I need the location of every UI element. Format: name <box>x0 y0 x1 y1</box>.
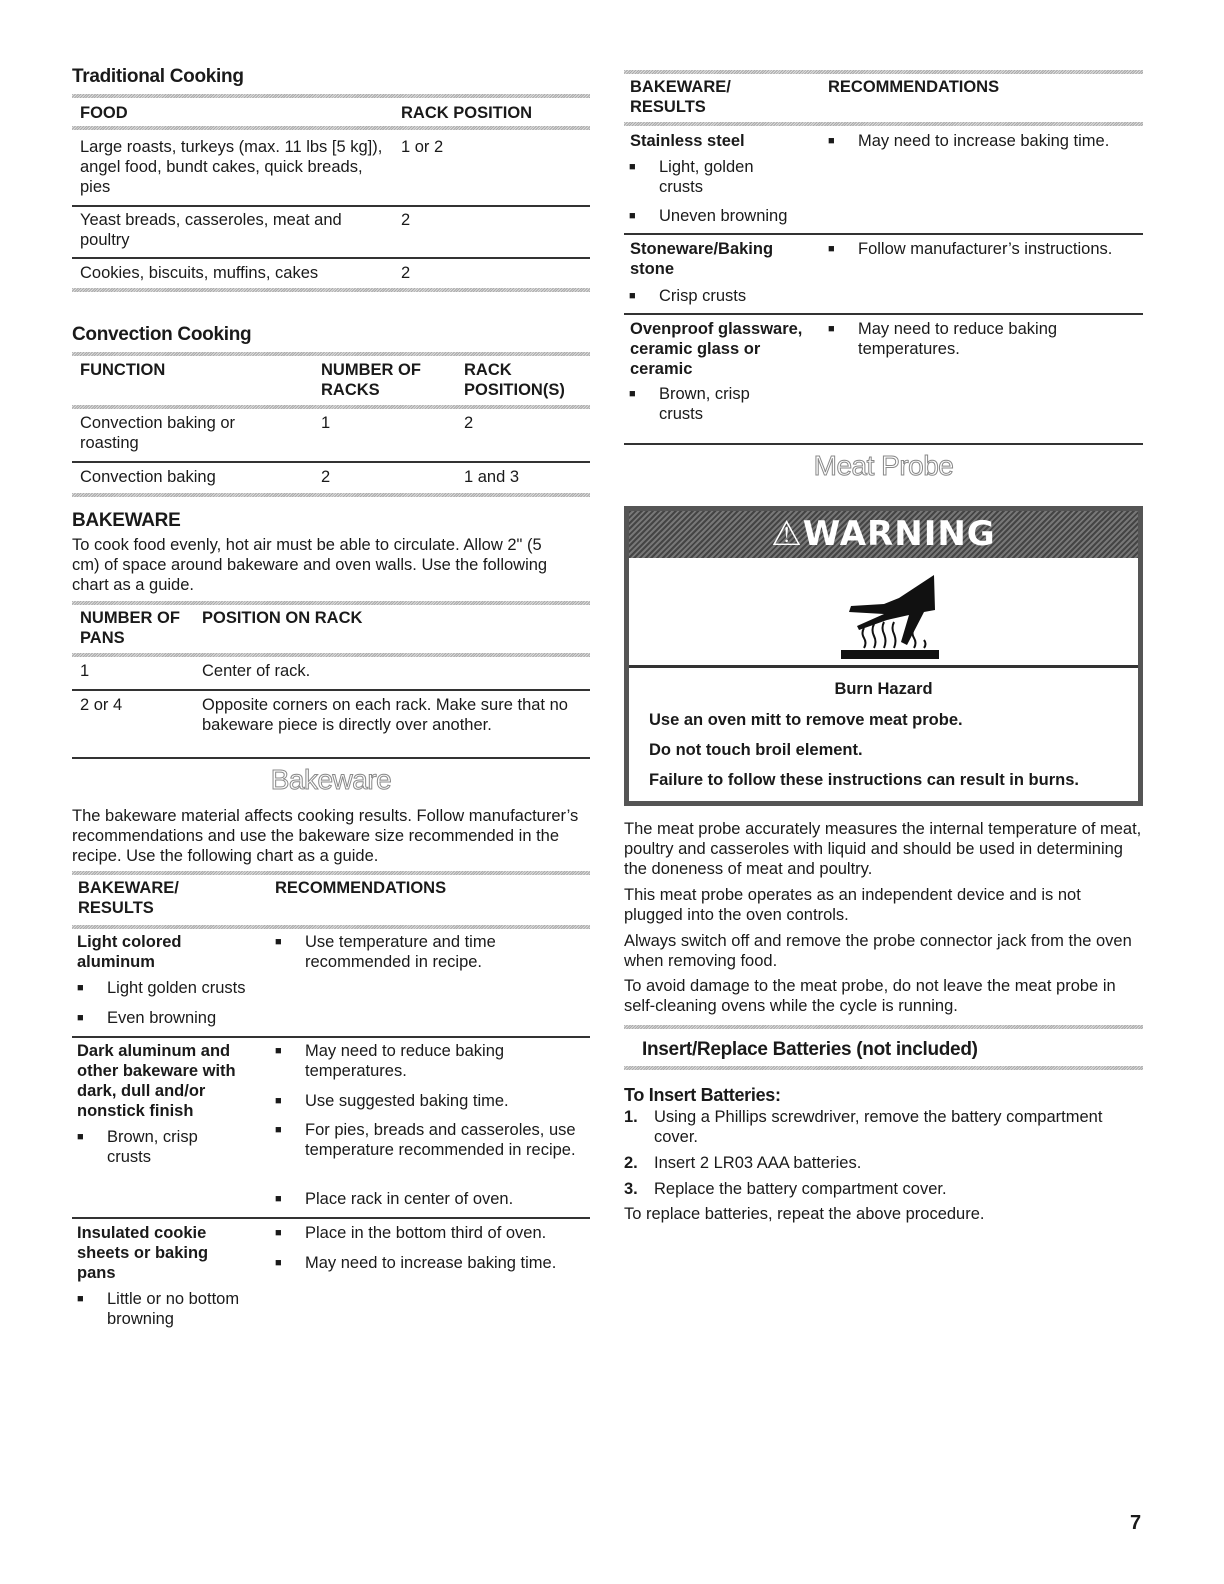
divider <box>72 461 590 463</box>
divider <box>72 352 590 356</box>
table-cell: Yeast breads, casseroles, meat and poultry <box>80 211 342 249</box>
recommendation-item: ■ Place in the bottom third of oven. <box>275 1223 546 1243</box>
col-header: BAKEWARE/ RESULTS <box>78 879 179 917</box>
col-header: FOOD <box>80 104 128 122</box>
warning-label: WARNING <box>802 514 996 554</box>
result-item: ■ Crisp crusts <box>629 286 746 306</box>
warning-header <box>629 511 1138 558</box>
divider <box>624 313 1143 315</box>
bakeware-type: Insulated cookie sheets or baking pans <box>77 1224 209 1282</box>
table-cell: Center of rack. <box>202 662 311 680</box>
divider <box>72 126 590 130</box>
divider <box>624 443 1143 445</box>
bakeware-type: Dark aluminum and other bakeware with dark, dull and/or nonstick finish <box>77 1042 236 1120</box>
table-cell: Convection baking <box>80 468 216 486</box>
divider <box>624 1025 1143 1029</box>
burn-hazard-symbol <box>629 558 1138 668</box>
table-cell: 2 <box>321 468 331 486</box>
page-number: 7 <box>1130 1512 1142 1534</box>
recommendation-item: ■ Place rack in center of oven. <box>275 1189 513 1209</box>
recommendation-item: ■ May need to increase baking time. <box>828 131 1109 151</box>
traditional-cooking-title: Traditional Cooking <box>72 66 244 87</box>
hazard-title: Burn Hazard <box>834 680 933 698</box>
recommendation-item: ■ May need to reduce baking temperatures. <box>275 1041 535 1081</box>
hot-surface-hand-icon <box>829 570 949 660</box>
convection-cooking-title: Convection Cooking <box>72 324 252 345</box>
paragraph: To replace batteries, repeat the above procedure. <box>624 1205 985 1223</box>
batteries-title: Insert/Replace Batteries (not included) <box>642 1039 978 1060</box>
paragraph: Always switch off and remove the probe connector jack from the oven when removing food. <box>624 932 1132 970</box>
paragraph: To cook food evenly, hot air must be able to circulate. Allow 2" (5 cm) of space around bakeware and oven walls. Use the following chart as a guide. <box>72 536 548 594</box>
table-cell: 1 and 3 <box>464 468 520 486</box>
result-item: ■ Uneven browning <box>629 206 787 226</box>
step-number: 3. <box>624 1180 638 1198</box>
divider <box>624 122 1143 126</box>
table-cell: Opposite corners on each rack. Make sure that no bakeware piece is directly over another. <box>202 696 568 734</box>
col-header: RECOMMENDATIONS <box>828 78 1000 96</box>
divider <box>72 757 590 759</box>
step-text: Insert 2 LR03 AAA batteries. <box>654 1154 862 1172</box>
result-item: ■ Little or no bottom browning <box>77 1289 277 1329</box>
table-cell: Convection baking or roasting <box>80 414 236 452</box>
recommendation-item: ■ May need to increase baking time. <box>275 1253 556 1273</box>
batteries-subtitle: To Insert Batteries: <box>624 1085 781 1105</box>
meat-probe-title: Meat Probe <box>813 450 954 481</box>
bakeware-type: Ovenproof glassware, ceramic glass or ceramic <box>630 320 803 378</box>
recommendation-item: ■ For pies, breads and casseroles, use temperature recommended in recipe. <box>275 1120 585 1160</box>
col-header: FUNCTION <box>80 361 166 379</box>
paragraph: The meat probe accurately measures the internal temperature of meat, poultry and casseroles with liquid and should be used in determining the doneness of meat and poultry. <box>624 820 1142 878</box>
warning-line: Use an oven mitt to remove meat probe. <box>649 711 963 729</box>
bakeware-type: Light colored aluminum <box>77 933 182 971</box>
table-cell: 2 <box>401 264 411 282</box>
table-cell: Cookies, biscuits, muffins, cakes <box>80 264 319 282</box>
divider <box>72 493 590 497</box>
col-header: RECOMMENDATIONS <box>275 879 447 897</box>
divider <box>72 601 590 605</box>
recommendation-item: ■ May need to reduce baking temperatures. <box>828 319 1088 359</box>
result-item: ■ Light, golden crusts <box>629 157 779 197</box>
table-cell: 2 or 4 <box>80 696 123 714</box>
divider <box>624 70 1143 74</box>
col-header: RACK POSITION <box>401 104 533 122</box>
step-text: Replace the battery compartment cover. <box>654 1180 947 1198</box>
divider <box>72 257 590 259</box>
divider <box>624 233 1143 235</box>
step-number: 1. <box>624 1108 638 1126</box>
col-header: NUMBER OF PANS <box>80 609 180 647</box>
step-number: 2. <box>624 1154 638 1172</box>
col-header: RACK POSITION(S) <box>464 361 565 399</box>
bakeware-type: Stainless steel <box>630 132 745 150</box>
divider <box>72 94 590 98</box>
recommendation-item: ■ Use suggested baking time. <box>275 1091 509 1111</box>
result-item: ■ Brown, crisp crusts <box>77 1127 227 1167</box>
divider <box>72 405 590 409</box>
table-cell: 1 or 2 <box>401 138 444 156</box>
divider <box>72 871 590 875</box>
divider <box>624 1066 1143 1070</box>
step-text: Using a Phillips screwdriver, remove the battery compartment cover. <box>654 1108 1103 1146</box>
bakeware-section-title: Bakeware <box>270 764 392 795</box>
result-item: ■ Light golden crusts <box>77 978 246 998</box>
divider <box>72 1036 590 1038</box>
warning-box <box>624 506 1143 806</box>
warning-line: Failure to follow these instructions can result in burns. <box>649 771 1079 789</box>
col-header: BAKEWARE/ RESULTS <box>630 78 731 116</box>
divider <box>72 1217 590 1219</box>
table-cell: 1 <box>80 662 90 680</box>
divider <box>72 689 590 691</box>
divider <box>72 288 590 292</box>
result-item: ■ Brown, crisp crusts <box>629 384 779 424</box>
bakeware-type: Stoneware/Baking stone <box>630 240 774 278</box>
table-cell: 1 <box>321 414 331 432</box>
table-cell: Large roasts, turkeys (max. 11 lbs [5 kg]), angel food, bundt cakes, quick breads, pies <box>80 138 383 196</box>
paragraph: This meat probe operates as an independent device and is not plugged into the oven controls. <box>624 886 1081 924</box>
result-item: ■ Even browning <box>77 1008 216 1028</box>
warning-line: Do not touch broil element. <box>649 741 863 759</box>
recommendation-item: ■ Follow manufacturer’s instructions. <box>828 239 1112 259</box>
bakeware-heading: BAKEWARE <box>72 510 181 531</box>
paragraph: To avoid damage to the meat probe, do not leave the meat probe in self-cleaning ovens while the cycle is running. <box>624 977 1116 1015</box>
col-header: NUMBER OF RACKS <box>321 361 421 399</box>
warning-triangle-icon: ⚠ <box>771 514 803 554</box>
table-cell: 2 <box>401 211 411 229</box>
paragraph: The bakeware material affects cooking results. Follow manufacturer’s recommendations and use the bakeware size recommended in the recipe. Use the following chart as a guide. <box>72 807 579 865</box>
divider <box>72 653 590 657</box>
divider <box>72 205 590 207</box>
divider <box>72 925 590 929</box>
col-header: POSITION ON RACK <box>202 609 363 627</box>
table-cell: 2 <box>464 414 474 432</box>
recommendation-item: ■ Use temperature and time recommended in recipe. <box>275 932 565 972</box>
